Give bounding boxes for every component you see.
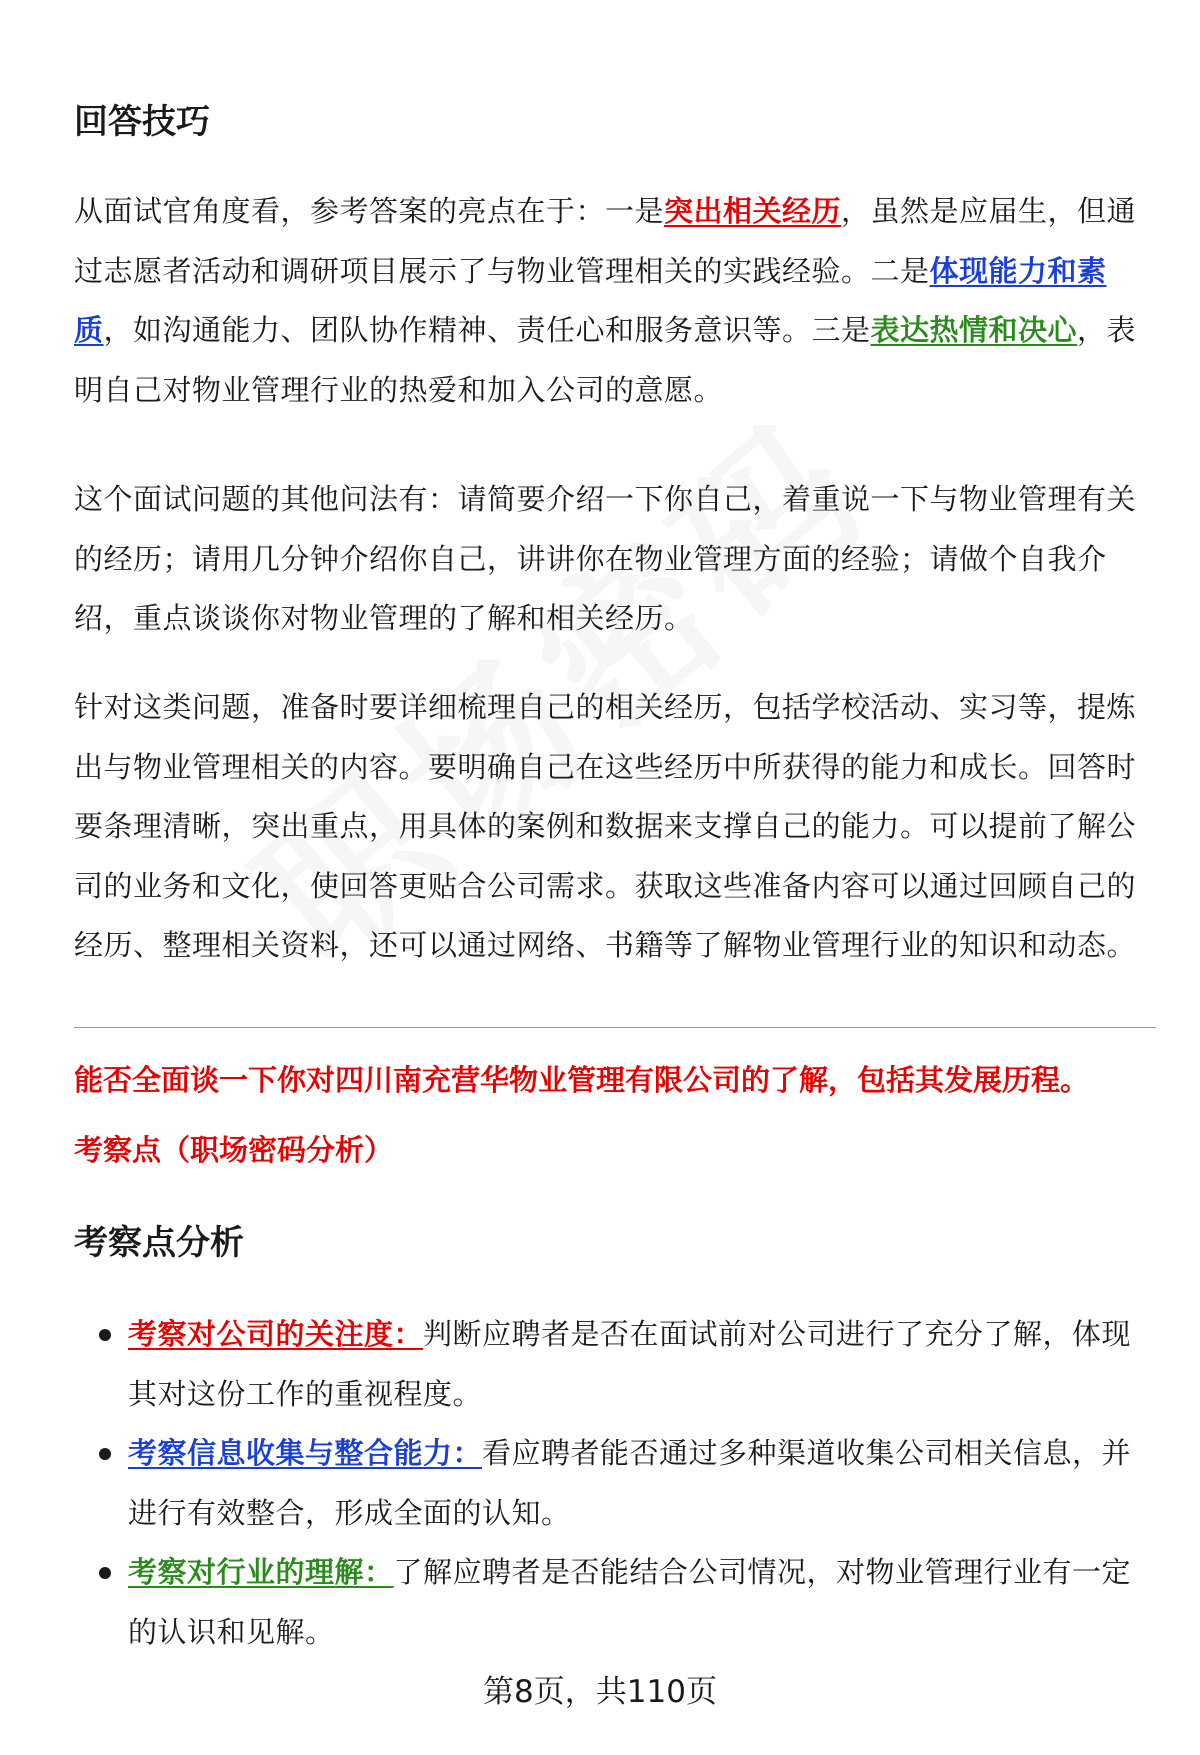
bullet-label: 考察对行业的理解： [128, 1555, 394, 1589]
bullet-label: 考察信息收集与整合能力： [128, 1436, 483, 1470]
bullet-dot-icon [99, 1567, 111, 1579]
bullet-label: 考察对公司的关注度： [128, 1317, 424, 1351]
section-title-analysis: 考察点分析 [74, 1223, 244, 1263]
question-subtitle: 考察点（职场密码分析） [74, 1133, 394, 1167]
paragraph-text: ，表明自己对物业管理行业的热爱和加入公司的意愿。 [74, 313, 1137, 407]
bullet-text: 了解应聘者是否能结合公司情况，对物业管理行业有一定的认识和见解。 [128, 1555, 1132, 1649]
paragraph-preparation-advice: 针对这类问题，准备时要详细梳理自己的相关经历，包括学校活动、实习等，提炼出与物业管理相关的内容。要明确自己在这些经历中所获得的能力和成长。回答时要条理清晰，突出重点，用具体的案例和数据来支撑自己的能力。可以提前了解公司的业务和文化，使回答更贴合公司需求。获取这些准备内容可以通过回顾自己的经历、整理相关资料，还可以通过网络、书籍等了解物业管理行业的知识和动态。 [74, 690, 1137, 962]
bullet-dot-icon [99, 1448, 111, 1460]
paragraph-text: 从面试官角度看，参考答案的亮点在于：一是 [74, 194, 665, 228]
analysis-bullet-list [74, 1305, 1156, 1662]
highlight-relevant-experience: 突出相关经历 [664, 194, 842, 228]
page-number-footer: 第8页，共110页 [483, 1674, 717, 1710]
bullet-text: 看应聘者能否通过多种渠道收集公司相关信息，并进行有效整合，形成全面的认知。 [128, 1436, 1132, 1530]
highlight-passion-determination: 表达热情和决心 [870, 313, 1078, 347]
list-item [74, 1424, 1156, 1543]
paragraph-alternative-questions: 这个面试问题的其他问法有：请简要介绍一下你自己，着重说一下与物业管理有关的经历；请用几分钟介绍你自己，讲讲你在物业管理方面的经验；请做个自我介绍，重点谈谈你对物业管理的了解和相关经历。 [74, 482, 1137, 635]
list-item [74, 1543, 1156, 1662]
question-title: 能否全面谈一下你对四川南充营华物业管理有限公司的了解，包括其发展历程。 [74, 1063, 1090, 1097]
bullet-dot-icon [99, 1329, 111, 1341]
section-divider [74, 1027, 1156, 1028]
paragraph-text: ，如沟通能力、团队协作精神、责任心和服务意识等。三是 [103, 313, 871, 347]
paragraph-highlights [74, 182, 1156, 420]
highlight-ability-quality: 体现能力和素质 [74, 253, 1107, 347]
section-title-answer-tips: 回答技巧 [74, 102, 210, 142]
bullet-text: 判断应聘者是否在面试前对公司进行了充分了解，体现其对这份工作的重视程度。 [128, 1317, 1132, 1411]
paragraph-text: ，虽然是应届生，但通过志愿者活动和调研项目展示了与物业管理相关的实践经验。二是 [74, 194, 1137, 288]
list-item [74, 1305, 1156, 1424]
